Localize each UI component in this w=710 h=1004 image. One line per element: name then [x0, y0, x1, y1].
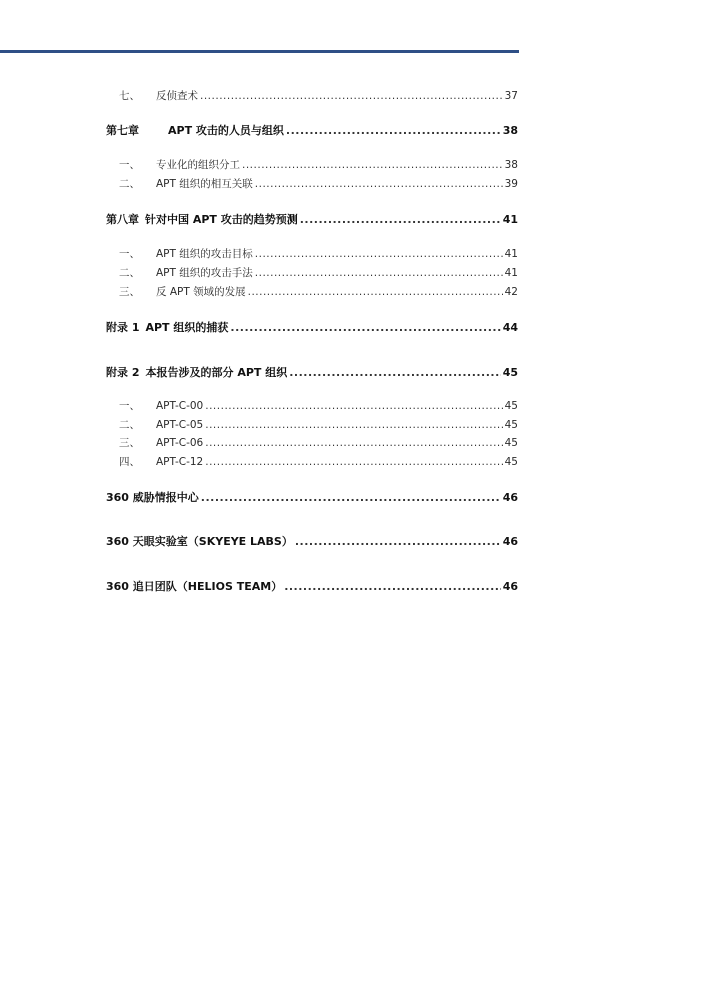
toc-page-number: 37: [504, 90, 518, 102]
toc-appendix-entry[interactable]: [106, 320, 518, 335]
toc-entry-title: 360 天眼实验室（SKYEYE LABS）: [106, 535, 293, 548]
toc-leader-dots: [200, 89, 503, 103]
toc-page-number: 46: [502, 580, 518, 593]
toc-entry-title: APT 攻击的人员与组织: [168, 124, 284, 137]
toc-leader-dots: [255, 177, 503, 191]
toc-page-number: 41: [504, 248, 518, 260]
toc-entry-title: 反 APT 领域的发展: [156, 286, 246, 298]
toc-leader-dots: [300, 212, 501, 227]
toc-page-number: 45: [504, 456, 518, 468]
toc-entry-number: 一、: [119, 159, 140, 171]
toc-entry[interactable]: [106, 285, 518, 299]
toc-entry[interactable]: [106, 158, 518, 172]
toc-page-number: 44: [502, 321, 518, 334]
toc-section-entry[interactable]: [106, 534, 518, 549]
toc-page-number: 38: [504, 159, 518, 171]
toc-entry[interactable]: [106, 89, 518, 103]
toc-entry-title: 360 追日团队（HELIOS TEAM）: [106, 580, 283, 593]
toc-leader-dots: [286, 123, 501, 138]
toc-entry-number: 三、: [119, 286, 140, 298]
toc-leader-dots: [205, 436, 502, 450]
table-of-contents: [106, 0, 518, 1004]
toc-entry-title: APT-C-12: [156, 456, 204, 468]
toc-entry-number: 第七章: [106, 124, 139, 137]
toc-page-number: 46: [502, 491, 518, 504]
toc-page-number: 45: [504, 400, 518, 412]
toc-leader-dots: [201, 490, 501, 505]
toc-page-number: 41: [504, 267, 518, 279]
toc-entry-number: 附录 1: [106, 321, 140, 334]
toc-page-number: 42: [504, 286, 518, 298]
toc-entry-title: 本报告涉及的部分 APT 组织: [145, 366, 288, 379]
toc-entry-number: 七、: [119, 90, 140, 102]
toc-page-number: 45: [504, 437, 518, 449]
toc-entry-title: APT-C-06: [156, 437, 204, 449]
toc-entry[interactable]: [106, 436, 518, 450]
toc-entry[interactable]: [106, 177, 518, 191]
toc-entry-title: 专业化的组织分工: [156, 159, 240, 171]
toc-entry-title: APT-C-00: [156, 400, 204, 412]
toc-page-number: 39: [504, 178, 518, 190]
toc-section-entry[interactable]: [106, 579, 518, 594]
toc-entry[interactable]: [106, 455, 518, 469]
toc-entry[interactable]: [106, 418, 518, 432]
toc-entry-number: 二、: [119, 419, 140, 431]
toc-entry-title: APT 组织的捕获: [145, 321, 229, 334]
toc-leader-dots: [230, 320, 500, 335]
toc-section-entry[interactable]: [106, 490, 518, 505]
toc-entry-number: 二、: [119, 178, 140, 190]
toc-chapter-entry[interactable]: [106, 123, 518, 138]
toc-leader-dots: [205, 418, 502, 432]
toc-leader-dots: [295, 534, 501, 549]
toc-page-number: 45: [502, 366, 518, 379]
toc-leader-dots: [255, 247, 503, 261]
toc-entry-title: 360 威胁情报中心: [106, 491, 199, 504]
toc-entry-title: APT 组织的攻击手法: [156, 267, 253, 279]
toc-entry[interactable]: [106, 247, 518, 261]
toc-entry-number: 一、: [119, 248, 140, 260]
toc-entry-title: APT-C-05: [156, 419, 204, 431]
toc-chapter-entry[interactable]: [106, 212, 518, 227]
toc-entry-number: 四、: [119, 456, 140, 468]
toc-leader-dots: [284, 579, 500, 594]
toc-entry-number: 第八章: [106, 213, 139, 226]
toc-entry-title: APT 组织的相互关联: [156, 178, 253, 190]
toc-entry-title: APT 组织的攻击目标: [156, 248, 253, 260]
toc-entry-title: 反侦查术: [156, 90, 198, 102]
toc-leader-dots: [289, 365, 500, 380]
toc-entry-number: 三、: [119, 437, 140, 449]
toc-leader-dots: [205, 455, 502, 469]
toc-page-number: 45: [504, 419, 518, 431]
toc-page-number: 38: [502, 124, 518, 137]
toc-page-number: 41: [502, 213, 518, 226]
toc-page-number: 46: [502, 535, 518, 548]
toc-leader-dots: [242, 158, 503, 172]
toc-leader-dots: [205, 399, 502, 413]
toc-leader-dots: [255, 266, 503, 280]
toc-appendix-entry[interactable]: [106, 365, 518, 380]
toc-entry[interactable]: [106, 399, 518, 413]
toc-entry-number: 附录 2: [106, 366, 140, 379]
toc-leader-dots: [248, 285, 503, 299]
toc-entry-number: 二、: [119, 267, 140, 279]
toc-entry-number: 一、: [119, 400, 140, 412]
toc-entry[interactable]: [106, 266, 518, 280]
toc-entry-title: 针对中国 APT 攻击的趋势预测: [145, 213, 298, 226]
